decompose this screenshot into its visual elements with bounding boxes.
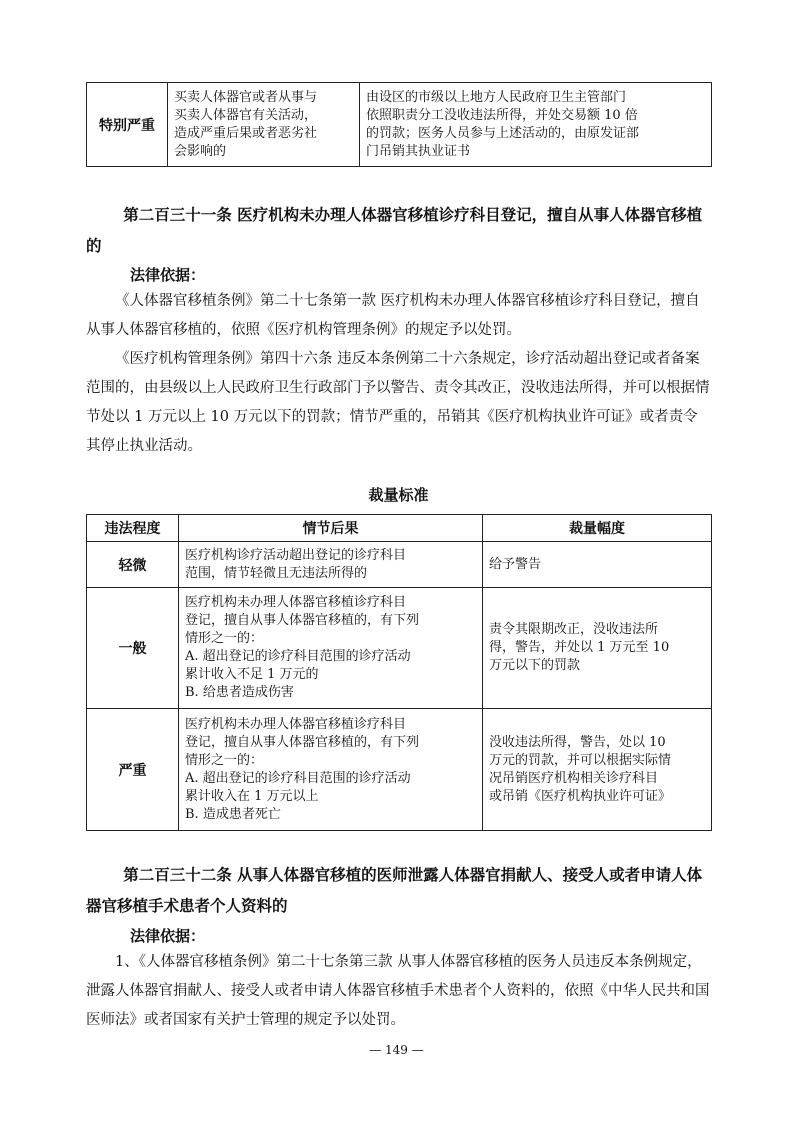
article-232-heading: 第二百三十二条 从事人体器官移植的医师泄露人体器官捐献人、接受人或者申请人体器官移植手术患者个人资料的	[86, 866, 703, 915]
legal-basis-label: 法律依据：	[130, 266, 206, 284]
standard-table-title: 裁量标准	[368, 486, 429, 504]
article-232-paragraph-1: 1、《人体器官移植条例》第二十七条第三款 从事人体器官移植的医务人员违反本条例规定，泄露人体器官捐献人、接受人或者申请人体器官移植手术患者个人资料的，依照《中华人民共和国医师法》或者国家有关护士管理的规定予以处罚。	[86, 954, 710, 1028]
circumstance-cell: 买卖人体器官或者从事与 买卖人体器官有关活动， 造成严重后果或者恶劣社 会影响的	[168, 83, 360, 167]
legal-basis-label: 法律依据：	[130, 927, 206, 945]
discretion-standard-table	[86, 514, 712, 831]
level-cell: 轻微	[87, 542, 179, 588]
page-number: — 149 —	[369, 1043, 424, 1057]
article-231-heading: 第二百三十一条 医疗机构未办理人体器官移植诊疗科目登记，擅自从事人体器官移植的	[86, 206, 703, 255]
penalty-cell: 由设区的市级以上地方人民政府卫生主管部门 依照职责分工没收违法所得，并处交易额 10 倍 的罚款；医务人员参与上述活动的，由原发证部 门吊销其执业证书	[360, 83, 712, 167]
level-cell: 严重	[87, 709, 179, 831]
table-row	[87, 709, 712, 831]
penalty-cell: 没收违法所得，警告，处以 10 万元的罚款，并可以根据实际情 况吊销医疗机构相关诊疗科目 或吊销《医疗机构执业许可证》	[483, 709, 712, 831]
level-cell: 一般	[87, 588, 179, 709]
penalty-cell: 给予警告	[483, 542, 712, 588]
header-level: 违法程度	[87, 515, 179, 542]
level-cell: 特别严重	[87, 83, 168, 167]
header-circumstance: 情节后果	[179, 515, 483, 542]
circumstance-cell: 医疗机构诊疗活动超出登记的诊疗科目 范围，情节轻微且无违法所得的	[179, 542, 483, 588]
article-231-paragraph-1: 《人体器官移植条例》第二十七条第一款 医疗机构未办理人体器官移植诊疗科目登记，擅自从事人体器官移植的，依照《医疗机构管理条例》的规定予以处罚。	[86, 293, 700, 338]
penalty-cell: 责令其限期改正，没收违法所 得，警告，并处以 1 万元至 10 万元以下的罚款	[483, 588, 712, 709]
table-header-row	[87, 515, 712, 542]
top-penalty-table	[86, 82, 712, 167]
article-231-paragraph-2: 《医疗机构管理条例》第四十六条 违反本条例第二十六条规定，诊疗活动超出登记或者备案范围的，由县级以上人民政府卫生行政部门予以警告、责令其改正，没收违法所得，并可以根据情节处以 1 万元以上 10 万元以下的罚款；情节严重的，吊销其《医疗机构执业许可证》或者责令其停止执业活动。	[86, 351, 710, 454]
circumstance-cell: 医疗机构未办理人体器官移植诊疗科目 登记，擅自从事人体器官移植的，有下列 情形之一的： A. 超出登记的诊疗科目范围的诊疗活动 累计收入不足 1 万元的 B. 给患者造成伤害	[179, 588, 483, 709]
table-row	[87, 588, 712, 709]
header-penalty: 裁量幅度	[483, 515, 712, 542]
circumstance-cell: 医疗机构未办理人体器官移植诊疗科目 登记，擅自从事人体器官移植的，有下列 情形之一的： A. 超出登记的诊疗科目范围的诊疗活动 累计收入在 1 万元以上 B. 造成患者死亡	[179, 709, 483, 831]
table-row	[87, 542, 712, 588]
